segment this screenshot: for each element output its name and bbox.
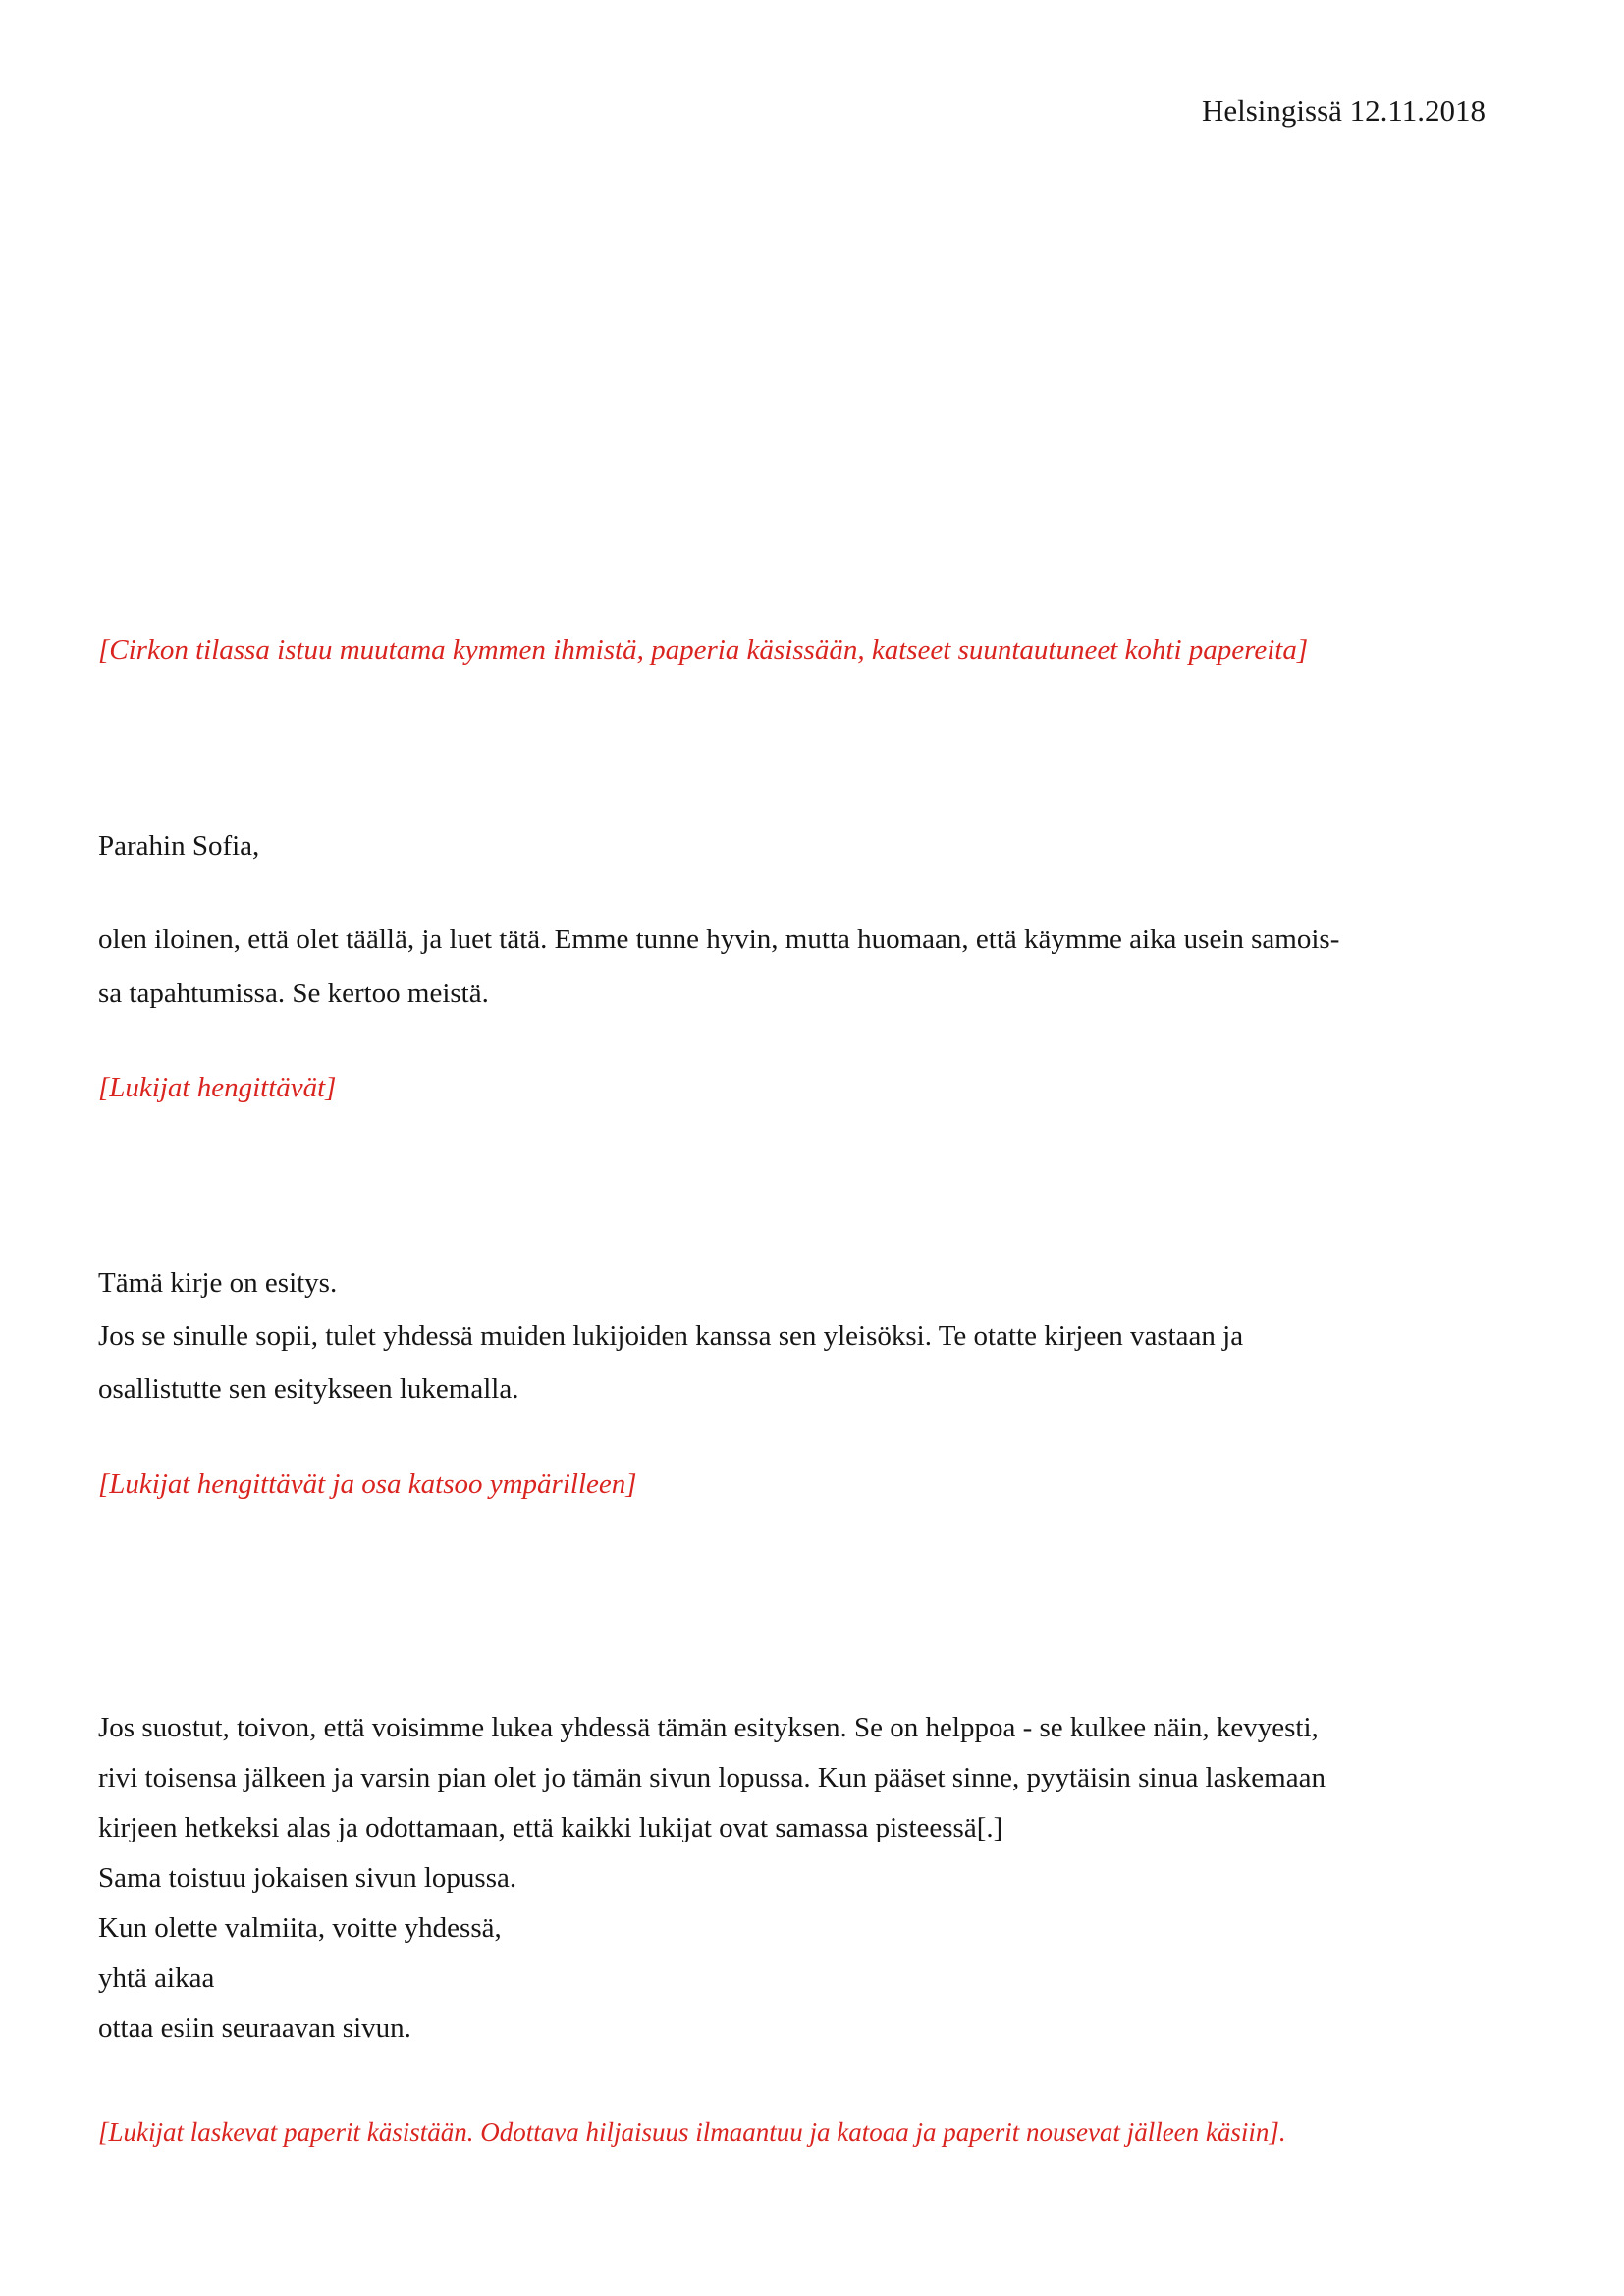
paragraph-2-line-2: Jos se sinulle sopii, tulet yhdessä muiden lukijoiden kanssa sen yleisöksi. Te otatte kirjeen vastaan ja (98, 1320, 1244, 1352)
stage-direction-2: [Lukijat hengittävät] (98, 1072, 337, 1103)
paragraph-1-line-2: sa tapahtumissa. Se kertoo meistä. (98, 978, 489, 1009)
salutation: Parahin Sofia, (98, 830, 260, 862)
stage-direction-4: [Lukijat laskevat paperit käsistään. Odottava hiljaisuus ilmaantuu ja katoaa ja paperit nousevat jälleen käsiin]. (98, 2117, 1286, 2147)
paragraph-3-line-5: Kun olette valmiita, voitte yhdessä, (98, 1912, 502, 1944)
paragraph-3-line-3: kirjeen hetkeksi alas ja odottamaan, että kaikki lukijat ovat samassa pisteessä[.] (98, 1812, 1003, 1843)
paragraph-2 (98, 1256, 1243, 1415)
paragraph-1 (98, 913, 1339, 1021)
paragraph-3-line-2: rivi toisensa jälkeen ja varsin pian olet jo tämän sivun lopussa. Kun pääset sinne, pyytäisin sinua laskemaan (98, 1762, 1326, 1793)
paragraph-3-line-6: yhtä aikaa (98, 1962, 215, 1994)
stage-direction-1: [Cirkon tilassa istuu muutama kymmen ihmistä, paperia käsissään, katseet suuntautuneet kohti papereita] (98, 634, 1309, 666)
paragraph-3-line-7: ottaa esiin seuraavan sivun. (98, 2012, 411, 2044)
paragraph-3 (98, 1703, 1326, 2054)
paragraph-3-line-1: Jos suostut, toivon, että voisimme lukea yhdessä tämän esityksen. Se on helppoa - se kulkee näin, kevyesti, (98, 1712, 1319, 1743)
paragraph-2-line-1: Tämä kirje on esitys. (98, 1267, 338, 1299)
dateline: Helsingissä 12.11.2018 (1201, 93, 1486, 128)
paragraph-2-line-3: osallistutte sen esitykseen lukemalla. (98, 1373, 519, 1405)
paragraph-3-line-4: Sama toistuu jokaisen sivun lopussa. (98, 1862, 517, 1894)
stage-direction-3: [Lukijat hengittävät ja osa katsoo ympärilleen] (98, 1468, 637, 1500)
paragraph-1-line-1: olen iloinen, että olet täällä, ja luet tätä. Emme tunne hyvin, mutta huomaan, että käymme aika usein samois- (98, 924, 1340, 955)
